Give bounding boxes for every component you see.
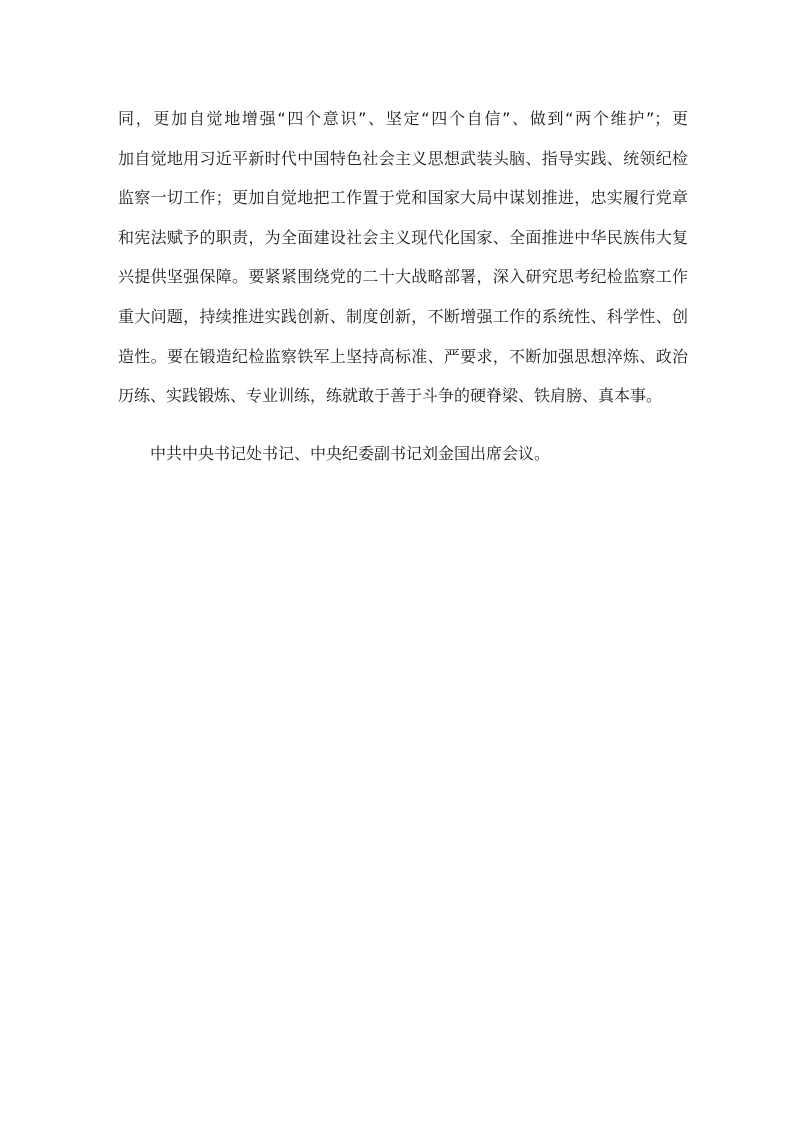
paragraph-1-line-8: 历练、实践锻炼、专业训练，练就敢于善于斗争的硬脊梁、铁肩膀、真本事。 <box>118 386 663 406</box>
paragraph-1-line-7: 造性。要在锻造纪检监察铁军上坚持高标准、严要求，不断加强思想淬炼、政治 <box>118 346 688 366</box>
paragraph-1-line-2: 加自觉地用习近平新时代中国特色社会主义思想武装头脑、指导实践、统领纪检 <box>118 148 688 168</box>
paragraph-1-line-1: 同，更加自觉地增强“四个意识”、坚定“四个自信”、做到“两个维护”；更 <box>118 109 688 128</box>
paragraph-1-line-3: 监察一切工作；更加自觉地把工作置于党和国家大局中谋划推进，忠实履行党章 <box>118 188 688 208</box>
paragraph-1-line-6: 重大问题，持续推进实践创新、制度创新，不断增强工作的系统性、科学性、创 <box>118 306 688 326</box>
document-body <box>118 99 688 473</box>
paragraph-1 <box>118 99 688 416</box>
paragraph-1-line-4: 和宪法赋予的职责，为全面建设社会主义现代化国家、全面推进中华民族伟大复 <box>118 227 688 247</box>
paragraph-1-line-5: 兴提供坚强保障。要紧紧围绕党的二十大战略部署，深入研究思考纪检监察工作 <box>118 267 688 287</box>
paragraph-2: 中共中央书记处书记、中央纪委副书记刘金国出席会议。 <box>150 443 551 463</box>
